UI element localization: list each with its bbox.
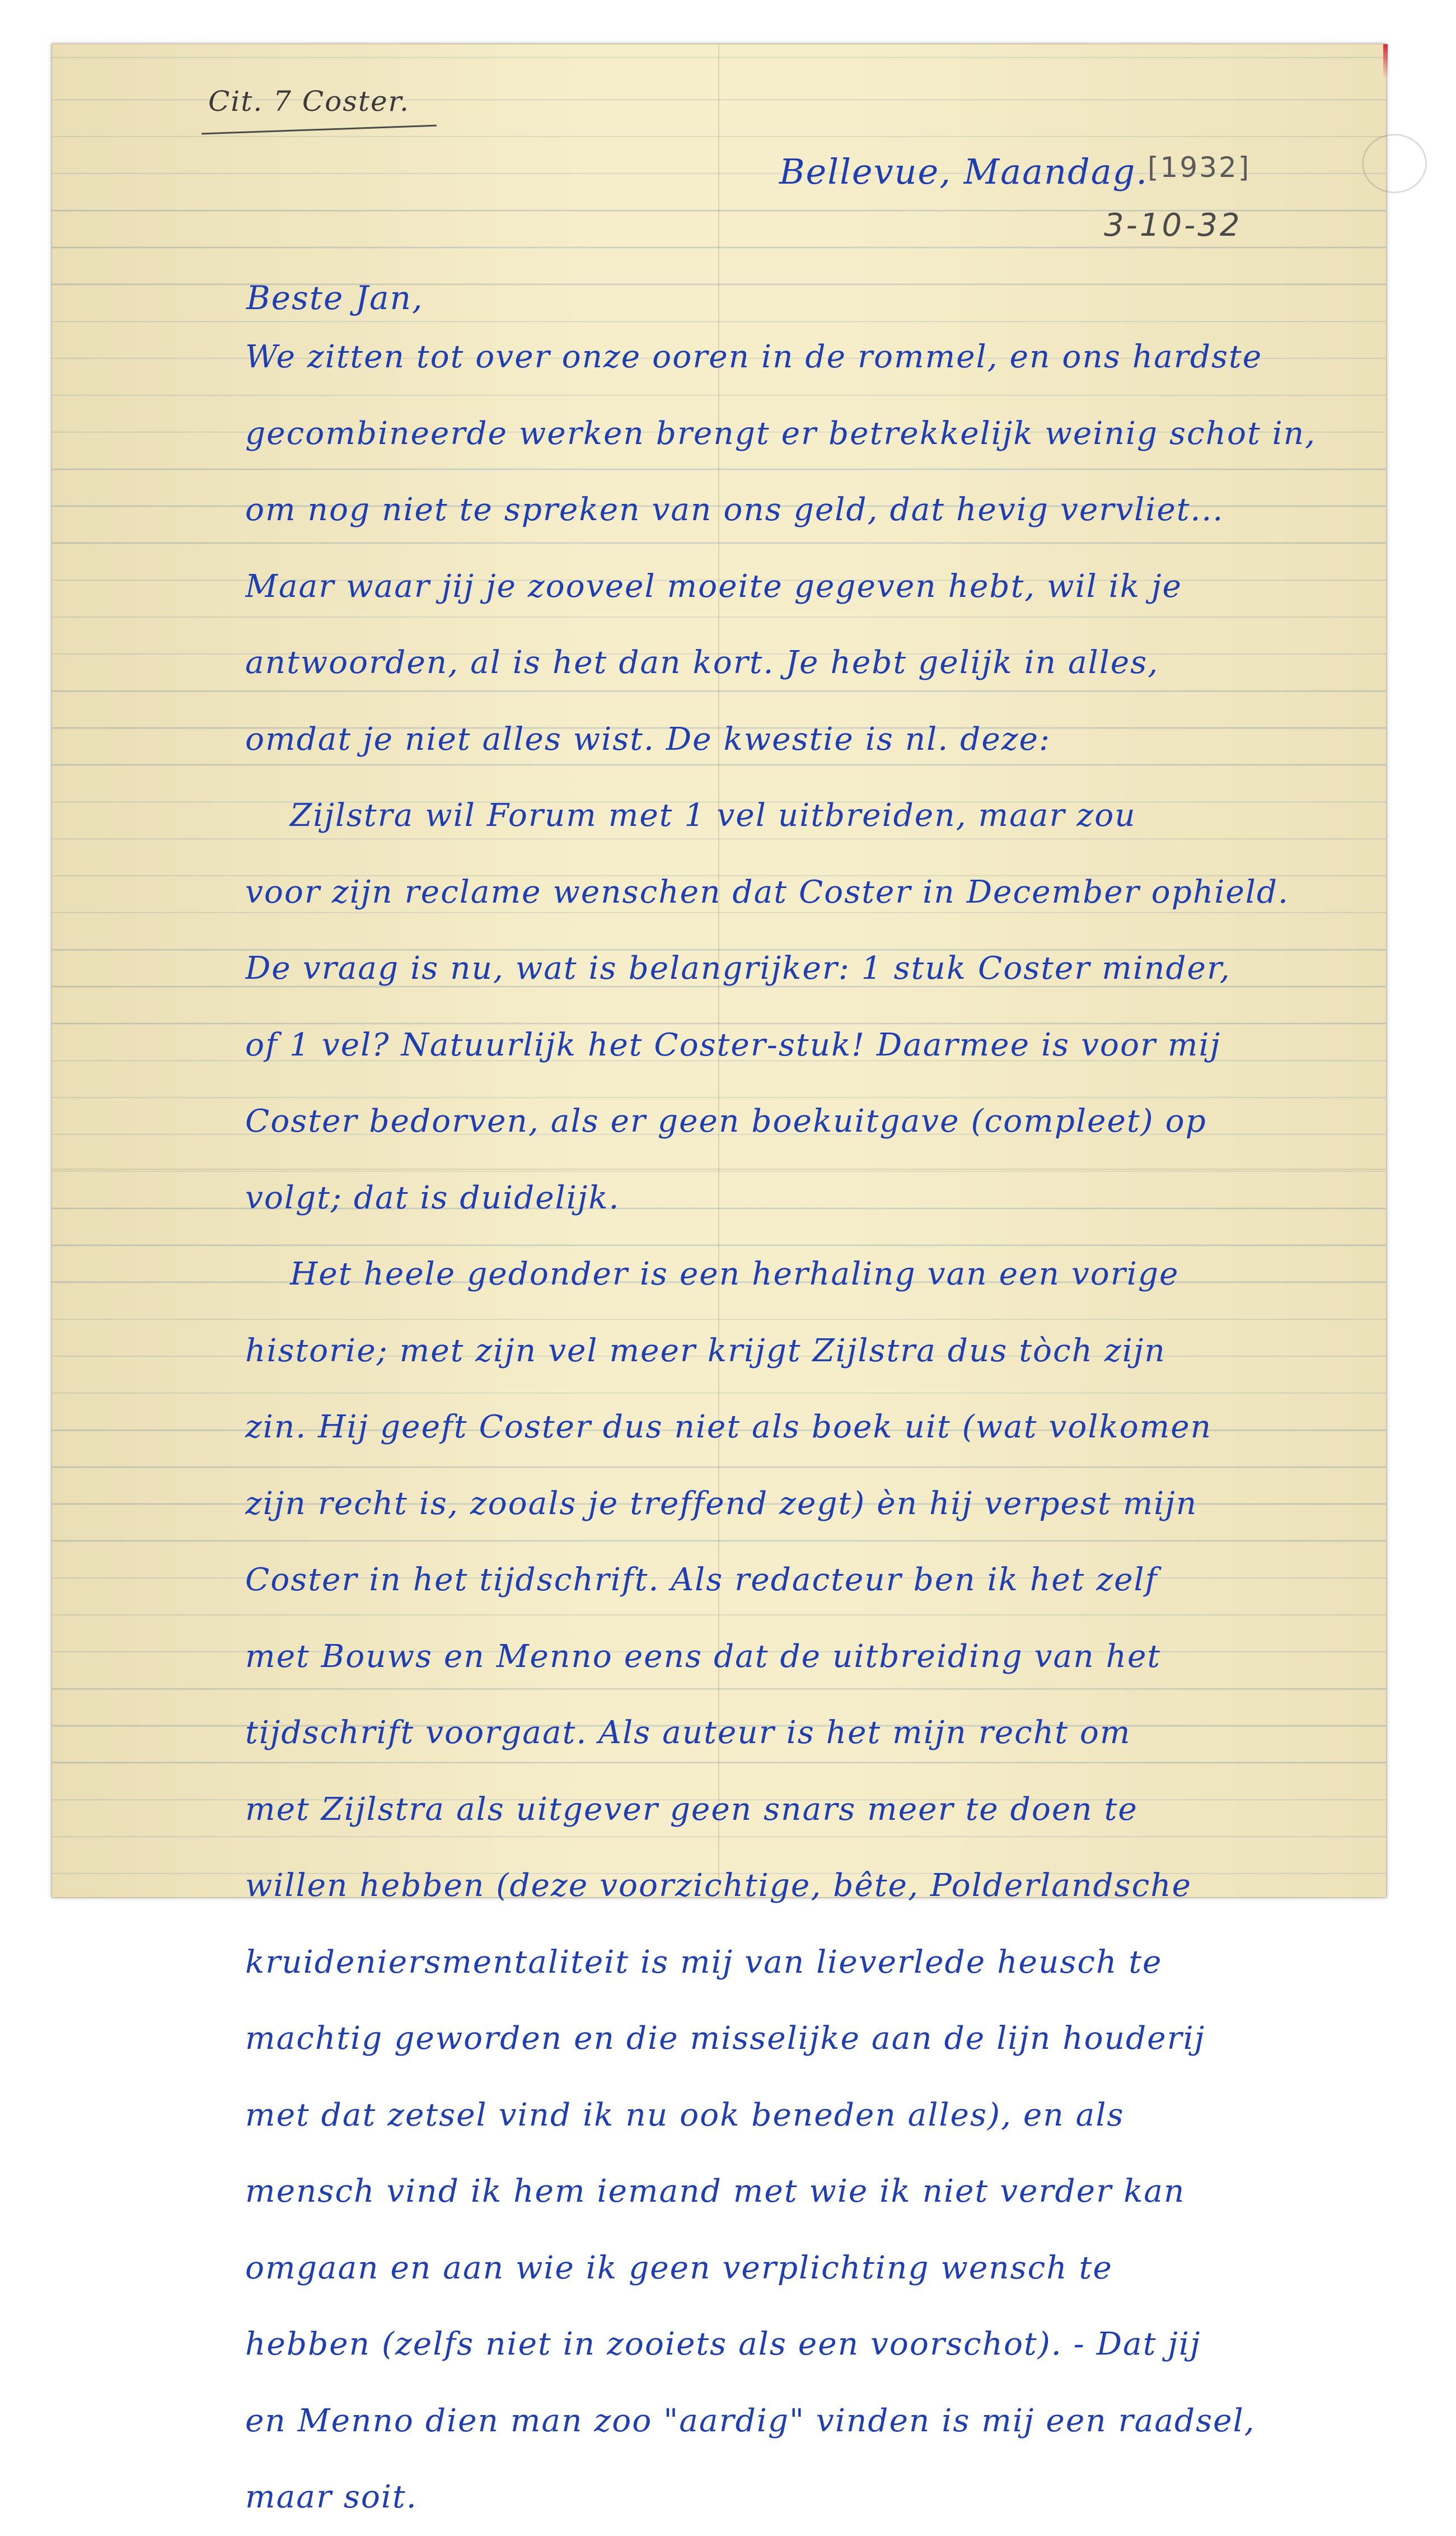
faint-stamp-mark bbox=[1362, 134, 1427, 193]
year-annotation: [1932] bbox=[1148, 151, 1251, 184]
letter-line: tijdschrift voorgaat. Als auteur is het mijn recht om bbox=[245, 1715, 1131, 1751]
letter-line: omgaan en aan wie ik geen verplichting wensch te bbox=[245, 2249, 1113, 2286]
letter-line: Het heele gedonder is een herhaling van een vorige bbox=[290, 1256, 1179, 1292]
letter-line: Coster bedorven, als er geen boekuitgave (compleet) op bbox=[245, 1103, 1207, 1139]
letter-line: mensch vind ik hem iemand met wie ik niet verder kan bbox=[245, 2173, 1186, 2210]
letter-line: omdat je niet alles wist. De kwestie is nl. deze: bbox=[245, 721, 1051, 758]
letter-line: met dat zetsel vind ik nu ook beneden alles), en als bbox=[245, 2096, 1125, 2133]
letter-line: zijn recht is, zooals je treffend zegt) èn hij verpest mijn bbox=[245, 1485, 1198, 1522]
letter-line: antwoorden, al is het dan kort. Je hebt gelijk in alles, bbox=[245, 644, 1159, 681]
letter-line: De vraag is nu, wat is belangrijker: 1 stuk Coster minder, bbox=[245, 950, 1231, 987]
letter-line: hebben (zelfs niet in zooiets als een voorschot). - Dat jij bbox=[245, 2326, 1201, 2362]
letter-line: en Menno dien man zoo "aardig" vinden is mij een raadsel, bbox=[245, 2402, 1256, 2439]
letter-line: machtig geworden en die misselijke aan de lijn houderij bbox=[245, 2020, 1206, 2057]
letter-line: historie; met zijn vel meer krijgt Zijlstra dus tòch zijn bbox=[245, 1332, 1166, 1369]
letter-line: Zijlstra wil Forum met 1 vel uitbreiden, maar zou bbox=[290, 797, 1136, 834]
salutation: Beste Jan, bbox=[246, 279, 424, 317]
place-date: Bellevue, Maandag. bbox=[779, 151, 1149, 192]
red-edge-mark bbox=[1383, 44, 1388, 78]
letter-line: We zitten tot over onze ooren in de rommel, en ons hardste bbox=[245, 339, 1263, 375]
letter-body bbox=[245, 319, 1387, 2536]
date-annotation: 3-10-32 bbox=[1104, 207, 1242, 244]
letter-line: of 1 vel? Natuurlijk het Coster-stuk! Daarmee is voor mij bbox=[245, 1026, 1221, 1063]
letter-line: kruideniersmentaliteit is mij van lieverlede heusch te bbox=[245, 1944, 1163, 1981]
letter-line: zin. Hij geeft Coster dus niet als boek uit (wat volkomen bbox=[245, 1409, 1212, 1445]
letter-line: voor zijn reclame wenschen dat Coster in December ophield. bbox=[245, 874, 1289, 910]
archive-note: Cit. 7 Coster. bbox=[208, 85, 410, 118]
letter-line: met Bouws en Menno eens dat de uitbreiding van het bbox=[245, 1638, 1162, 1675]
letter-line: Coster in het tijdschrift. Als redacteur ben ik het zelf bbox=[245, 1562, 1158, 1598]
letter-line: met Zijlstra als uitgever geen snars meer te doen te bbox=[245, 1791, 1138, 1828]
letter-line: maar soit. bbox=[245, 2479, 418, 2515]
letter-line: willen hebben (deze voorzichtige, bête, Polderlandsche bbox=[245, 1867, 1192, 1904]
letter-line: om nog niet te spreken van ons geld, dat hevig vervliet... bbox=[245, 492, 1224, 528]
letter-line: volgt; dat is duidelijk. bbox=[245, 1179, 620, 1216]
letter-line: Maar waar jij je zooveel moeite gegeven hebt, wil ik je bbox=[245, 568, 1182, 605]
letter-line: gecombineerde werken brengt er betrekkelijk weinig schot in, bbox=[245, 415, 1317, 452]
